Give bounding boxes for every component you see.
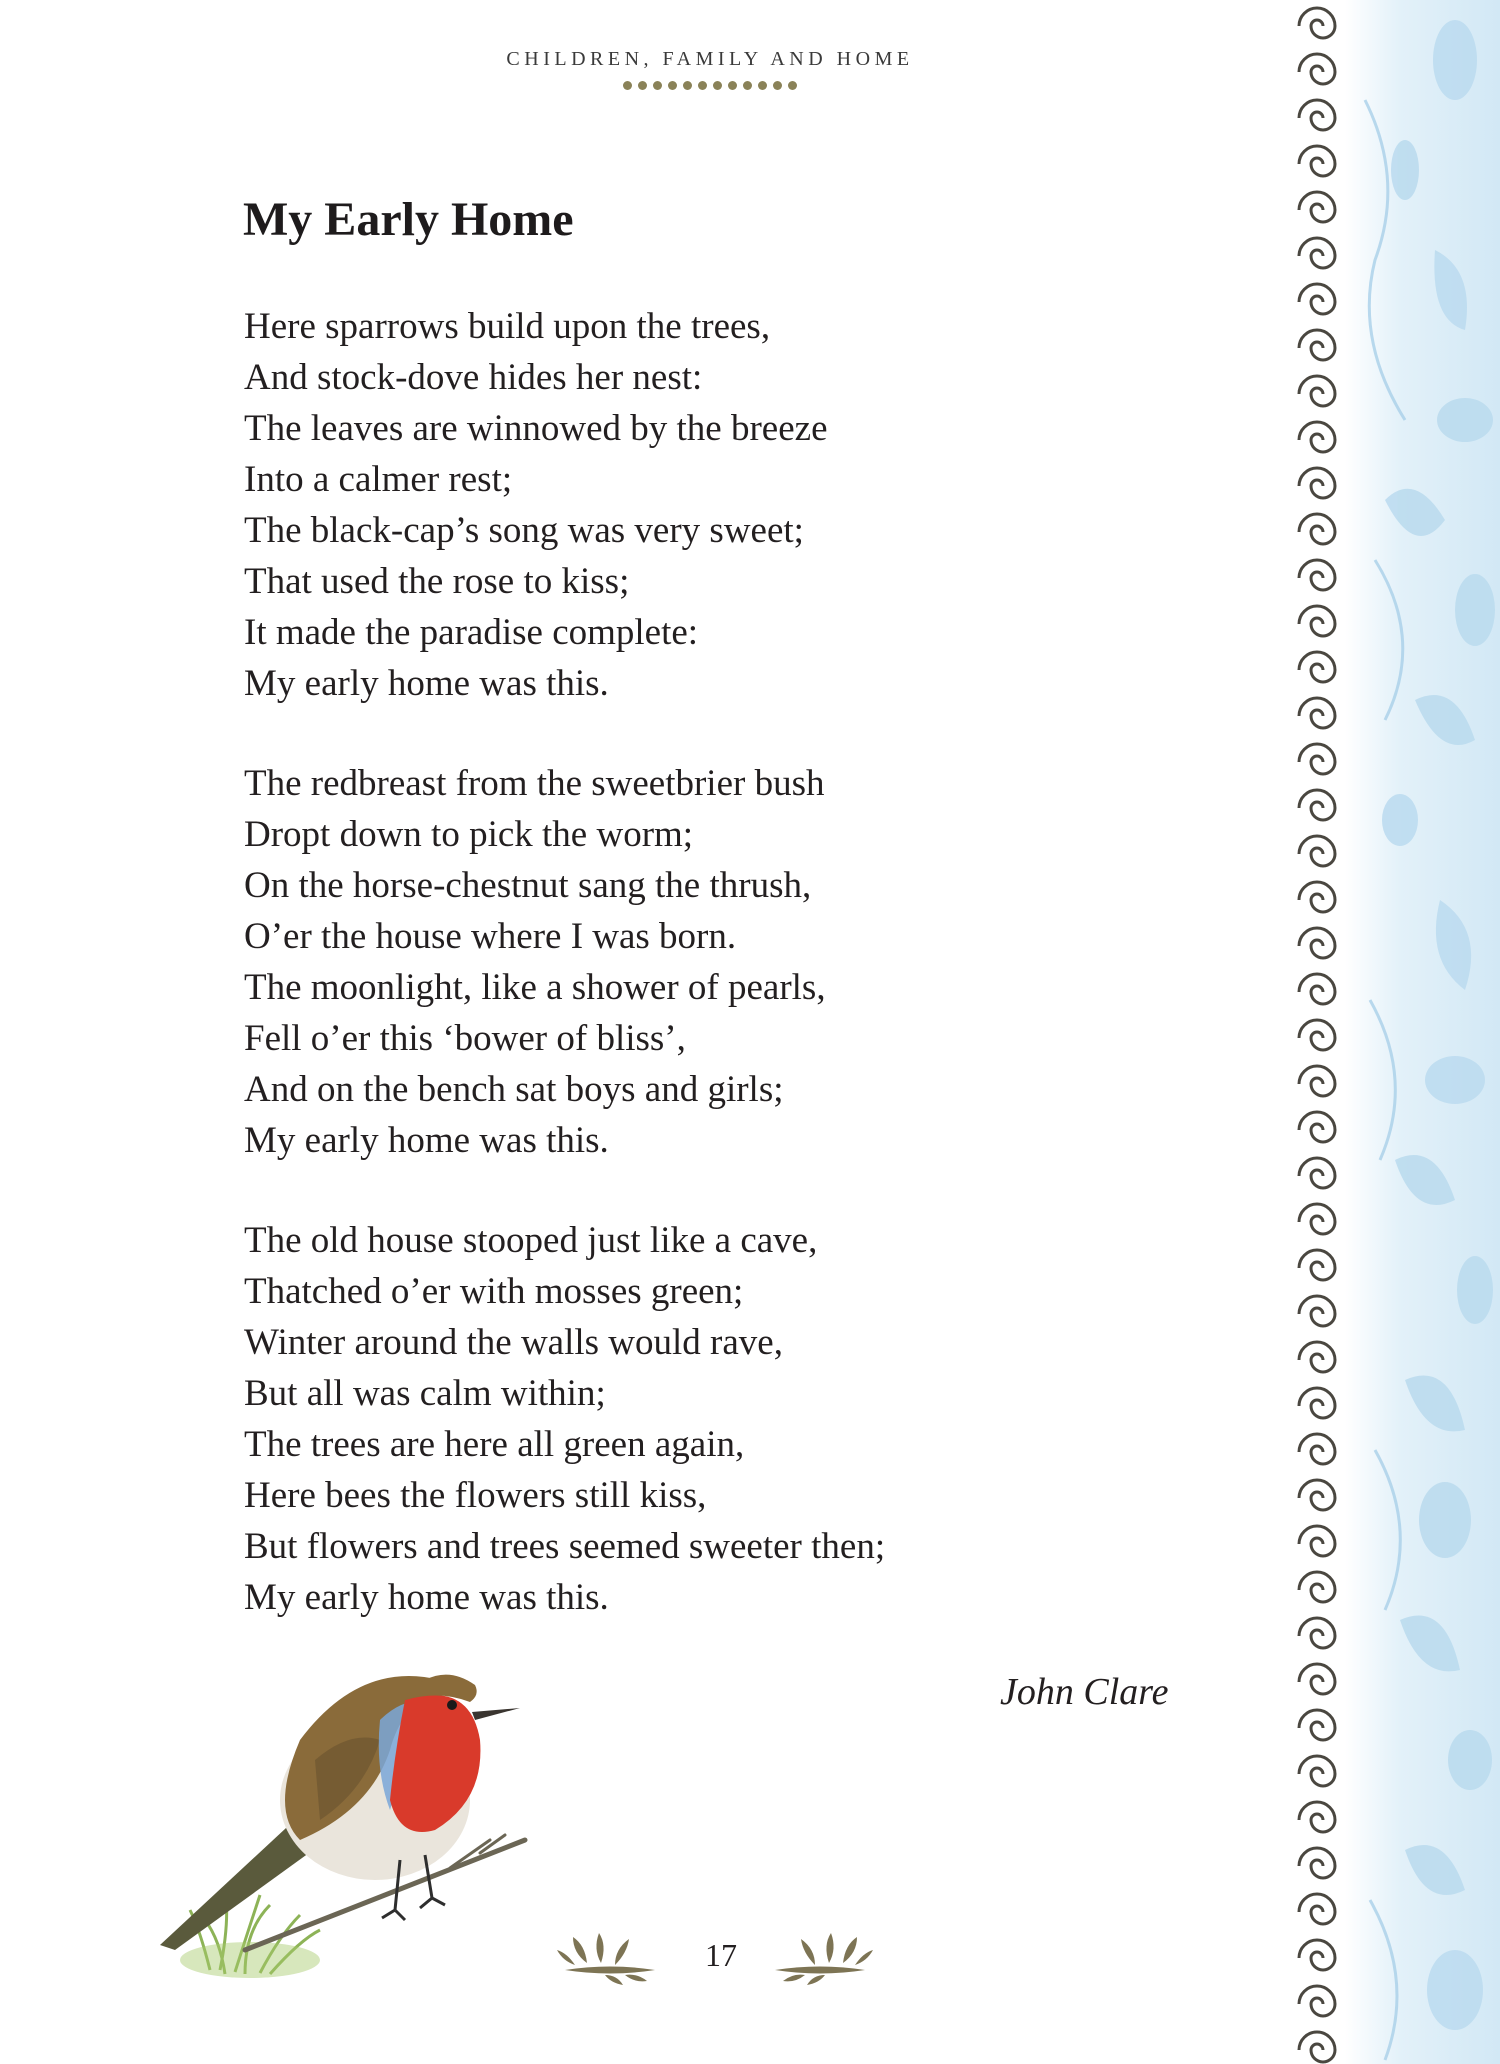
poem-line: It made the paradise complete: — [244, 612, 699, 653]
poem-title: My Early Home — [243, 193, 574, 246]
spiral-scroll-icon — [1299, 1388, 1335, 1418]
poem-line: Here sparrows build upon the trees, — [244, 306, 771, 347]
spiral-scroll-icon — [1299, 146, 1335, 176]
robin-illustration-icon — [150, 1640, 530, 1980]
spiral-scroll-icon — [1299, 882, 1335, 912]
poem-line: Here bees the flowers still kiss, — [244, 1475, 707, 1516]
spiral-scroll-icon — [1299, 560, 1335, 590]
leaf-sprig-right-icon — [765, 1915, 875, 1985]
spiral-scroll-icon — [1299, 1204, 1335, 1234]
spiral-scroll-icon — [1299, 744, 1335, 774]
leaf-sprig-left-icon — [555, 1915, 665, 1985]
spiral-scroll-icon — [1299, 284, 1335, 314]
poem-line: The leaves are winnowed by the breeze — [244, 408, 828, 449]
poem-line: The old house stooped just like a cave, — [244, 1220, 818, 1261]
poem-line: The redbreast from the sweetbrier bush — [244, 763, 825, 804]
spiral-scroll-icon — [1299, 1526, 1335, 1556]
spiral-scroll-icon — [1299, 1480, 1335, 1510]
poem-line: The trees are here all green again, — [244, 1424, 745, 1465]
section-title: CHILDREN, FAMILY AND HOME — [506, 48, 914, 70]
spiral-scroll-icon — [1299, 192, 1335, 222]
poem-line: Thatched o’er with mosses green; — [244, 1271, 744, 1312]
spiral-scroll-icon — [1299, 1986, 1335, 2016]
poem-line: My early home was this. — [244, 1577, 609, 1618]
spiral-scroll-icon — [1299, 928, 1335, 958]
spiral-scroll-icon — [1299, 1848, 1335, 1878]
poem-line: The moonlight, like a shower of pearls, — [244, 967, 826, 1008]
spiral-scroll-icon — [1299, 698, 1335, 728]
poem-line: Into a calmer rest; — [244, 459, 513, 500]
poem-line: And stock-dove hides her nest: — [244, 357, 703, 398]
spiral-scroll-icon — [1299, 8, 1335, 38]
section-header — [400, 48, 1020, 90]
spiral-scroll-icon — [1299, 2032, 1335, 2062]
poem-line: Winter around the walls would rave, — [244, 1322, 783, 1363]
poem-line: My early home was this. — [244, 1120, 609, 1161]
spiral-scroll-icon — [1299, 1664, 1335, 1694]
spiral-border-icon — [1292, 0, 1342, 2064]
spiral-scroll-icon — [1299, 652, 1335, 682]
spiral-scroll-icon — [1299, 238, 1335, 268]
spiral-scroll-icon — [1299, 1894, 1335, 1924]
spiral-scroll-icon — [1299, 1020, 1335, 1050]
spiral-scroll-icon — [1299, 100, 1335, 130]
poem-line: Dropt down to pick the worm; — [244, 814, 694, 855]
poem-line: On the horse-chestnut sang the thrush, — [244, 865, 812, 906]
spiral-scroll-icon — [1299, 514, 1335, 544]
page-number: 17 — [705, 1937, 737, 1973]
poem-line: O’er the house where I was born. — [244, 916, 737, 957]
poem-line: And on the bench sat boys and girls; — [244, 1069, 784, 1110]
stanza-1 — [244, 301, 828, 709]
spiral-scroll-icon — [1299, 1112, 1335, 1142]
spiral-scroll-icon — [1299, 1710, 1335, 1740]
spiral-scroll-icon — [1299, 1158, 1335, 1188]
spiral-scroll-icon — [1299, 1572, 1335, 1602]
spiral-scroll-icon — [1299, 1618, 1335, 1648]
poem-line: My early home was this. — [244, 663, 609, 704]
spiral-scroll-icon — [1299, 1756, 1335, 1786]
stanza-3 — [244, 1215, 885, 1623]
spiral-scroll-icon — [1299, 376, 1335, 406]
spiral-scroll-icon — [1299, 836, 1335, 866]
spiral-scroll-icon — [1299, 1296, 1335, 1326]
spiral-scroll-icon — [1299, 1802, 1335, 1832]
spiral-scroll-icon — [1299, 330, 1335, 360]
poem-line: That used the rose to kiss; — [244, 561, 630, 602]
spiral-scroll-icon — [1299, 1250, 1335, 1280]
spiral-scroll-icon — [1299, 1066, 1335, 1096]
page-footer — [555, 1915, 875, 1985]
spiral-scroll-icon — [1299, 1434, 1335, 1464]
spiral-scroll-icon — [1299, 974, 1335, 1004]
poem-line: The black-cap’s song was very sweet; — [244, 510, 804, 551]
poem-author: John Clare — [1000, 1671, 1169, 1713]
spiral-scroll-icon — [1299, 1940, 1335, 1970]
spiral-scroll-icon — [1299, 1342, 1335, 1372]
spiral-scroll-icon — [1299, 422, 1335, 452]
floral-band-icon — [1345, 0, 1500, 2064]
dotted-rule-icon — [400, 81, 1020, 90]
spiral-scroll-icon — [1299, 790, 1335, 820]
poem-line: Fell o’er this ‘bower of bliss’, — [244, 1018, 686, 1059]
spiral-scroll-icon — [1299, 54, 1335, 84]
poem-line: But all was calm within; — [244, 1373, 606, 1414]
stanza-2 — [244, 758, 826, 1166]
spiral-scroll-icon — [1299, 606, 1335, 636]
spiral-scroll-icon — [1299, 468, 1335, 498]
poem-line: But flowers and trees seemed sweeter then; — [244, 1526, 886, 1567]
